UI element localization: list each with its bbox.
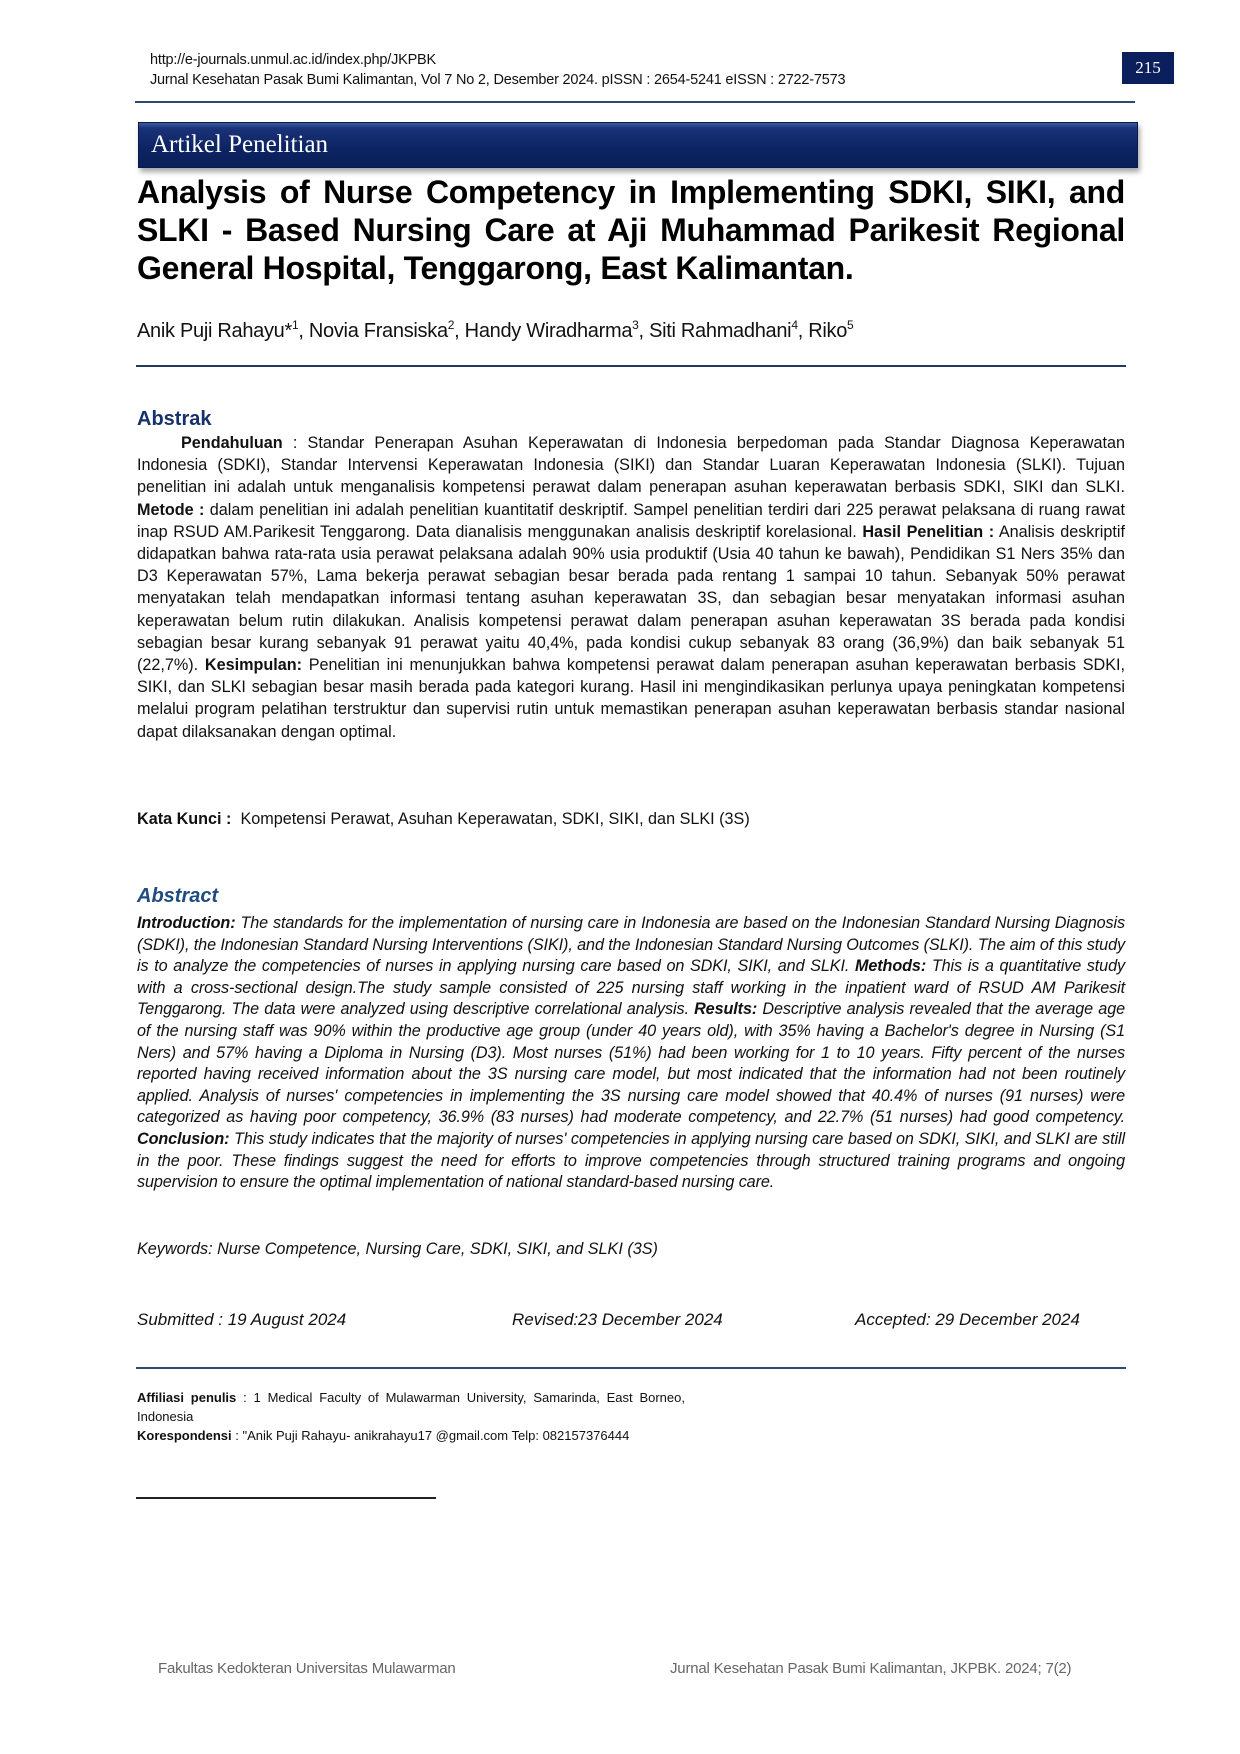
author-affiliation-mark: 3 — [632, 318, 639, 332]
author-affiliation-mark: 1 — [292, 318, 299, 332]
abstract-body — [137, 913, 1125, 1194]
methods-text: This is a quantitative study with a cross-sectional design.The study sample consisted of 225 nursing staff working in the inpatient ward of RSUD AM Parikesit Tenggarong. The data were analyzed using descriptive correlational analysis. — [137, 957, 1125, 1019]
author-affiliation-mark: 5 — [847, 318, 854, 332]
dates-divider — [136, 1367, 1126, 1369]
page-number-badge: 215 — [1122, 52, 1174, 84]
accepted-date: Accepted: 29 December 2024 — [855, 1310, 1080, 1329]
journal-url-link[interactable]: http://e-journals.unmul.ac.id/index.php/JKPBK — [150, 52, 436, 68]
author-name: Handy Wiradharma — [464, 320, 633, 342]
hasil-text: Analisis deskriptif didapatkan bahwa rata-rata usia perawat pelaksana adalah 90% usia produktif (Usia 40 tahun ke bawah), Pendidikan S1 Ners 35% dan D3 Keperawatan 57%, Lama bekerja perawat sebagian besar berada pada rentang 1 sampai 10 tahun. Sebanyak 50% perawat menyatakan telah mendapatkan informasi tentang asuhan keperawatan 3S, dan sebagian besar menyatakan informasi asuhan keperawatan belum rutin dilakukan. Analisis kompetensi perawat dalam penerapan asuhan keperawatan 3S berada pada kondisi sebagian besar kurang sebanyak 91 perawat yaitu 40,4%, pada kondisi cukup sebanyak 83 orang (36,9%) dan baik sebanyak 51 (22,7%). — [137, 522, 1125, 675]
correspondence-text: : "Anik Puji Rahayu- anikrahayu17 @gmail.com Telp: 082157376444 — [231, 1428, 630, 1443]
article-title: Analysis of Nurse Competency in Implementing SDKI, SIKI, and SLKI - Based Nursing Care at Aji Muhammad Parikesit Regional General Hospital, Tenggarong, East Kalimantan. — [137, 174, 1125, 286]
metode-label: Metode : — [137, 500, 205, 519]
kata-kunci — [137, 810, 750, 829]
article-category-banner — [138, 122, 1138, 168]
author-affiliation-mark: 4 — [791, 318, 798, 332]
author-list: Anik Puji Rahayu*$^1$, Novia Fransiska$^2$, Handy Wiradharma$^3$, Siti Rahmadhani$^4$, Riko$^5$ — [137, 318, 854, 342]
kesimpulan-label: Kesimpulan: — [204, 656, 303, 675]
kata-kunci-label: Kata Kunci : — [137, 810, 232, 828]
conclusion-label: Conclusion: — [137, 1129, 230, 1148]
methods-label: Methods: — [854, 957, 927, 976]
introduction-text: The standards for the implementation of nursing care in Indonesia are based on the Indonesian Standard Nursing Diagnosis (SDKI), the Indonesian Standard Nursing Interventions (SIKI), and the Indonesian Standard Nursing Outcomes (SLKI). The aim of this study is to analyze the competencies of nurses in applying nursing care based on SDKI, SIKI, and SLKI. — [137, 914, 1125, 976]
affiliation-label: Affiliasi penulis — [137, 1390, 237, 1405]
affiliation-text: : 1 Medical Faculty of Mulawarman University, Samarinda, East Borneo, Indonesia — [137, 1390, 685, 1424]
correspondence-label: Korespondensi — [137, 1428, 232, 1443]
journal-info: Jurnal Kesehatan Pasak Bumi Kalimantan, Vol 7 No 2, Desember 2024. pISSN : 2654-5241 eISSN : 2722-7573 — [150, 72, 846, 88]
affiliation-block — [137, 1388, 685, 1445]
footer-institution: Fakultas Kedokteran Universitas Mulawarman — [158, 1660, 456, 1677]
abstrak-heading: Abstrak — [137, 408, 212, 430]
running-header — [150, 50, 845, 90]
keywords: Keywords: Nurse Competence, Nursing Care, SDKI, SIKI, and SLKI (3S) — [137, 1240, 658, 1258]
abstrak-body — [137, 432, 1125, 743]
results-text: Descriptive analysis revealed that the average age of the nursing staff was 90% within the productive age group (under 40 years old), with 35% having a Bachelor's degree in Nursing (S1 Ners) and 57% having a Diploma in Nursing (D3). Most nurses (51%) had been working for 1 to 10 years. Fifty percent of the nurses reported having received information about the 3S nursing care model, but most indicated that the information had not been routinely applied. Analysis of nurses' competencies in implementing the 3S nursing care model showed that 40.4% of nurses (91 nurses) were categorized as having poor competency, 36.9% (83 nurses) had moderate competency, and 22.7% (51 nurses) had good competency. — [137, 1000, 1125, 1127]
affiliation — [137, 1388, 685, 1426]
abstract-heading: Abstract — [137, 885, 219, 907]
kesimpulan-text: Penelitian ini menunjukkan bahwa kompetensi perawat dalam penerapan asuhan keperawatan berbasis SDKI, SIKI, dan SLKI sebagian besar masih berada pada kategori kurang. Hasil ini mengindikasikan perlunya upaya peningkatan kompetensi melalui program pelatihan terstruktur dan supervisi rutin untuk memastikan penerapan asuhan keperawatan berbasis standar nasional dapat dilaksanakan dengan optimal. — [137, 656, 1125, 741]
pendahuluan-text: : Standar Penerapan Asuhan Keperawatan di Indonesia berpedoman pada Standar Diagnosa Keperawatan Indonesia (SDKI), Standar Intervensi Keperawatan Indonesia (SIKI) dan Standar Luaran Keperawatan Indonesia (SLKI). Tujuan penelitian ini adalah untuk menganalisis kompetensi perawat dalam penerapan asuhan keperawatan berbasis SDKI, SIKI dan SLKI. — [137, 434, 1125, 497]
author-name: Novia Fransiska — [308, 320, 448, 342]
pendahuluan-label: Pendahuluan — [181, 434, 283, 452]
article-category-label: Artikel Penelitian — [151, 131, 329, 158]
submitted-date: Submitted : 19 August 2024 — [137, 1310, 347, 1329]
header-divider — [135, 101, 1135, 103]
kata-kunci-text: Kompetensi Perawat, Asuhan Keperawatan, SDKI, SIKI, dan SLKI (3S) — [231, 810, 750, 828]
author-name: Riko — [808, 320, 848, 342]
hasil-label: Hasil Penelitian : — [862, 522, 995, 541]
footnote-divider — [136, 1497, 436, 1499]
author-name: Anik Puji Rahayu* — [137, 320, 292, 342]
author-affiliation-mark: 2 — [447, 318, 455, 332]
author-name: Siti Rahmadhani — [649, 320, 792, 342]
correspondence — [137, 1426, 685, 1445]
revised-date: Revised:23 December 2024 — [512, 1310, 723, 1329]
conclusion-text: This study indicates that the majority of nurses' competencies in applying nursing care based on SDKI, SIKI, and SLKI are still in the poor. These findings suggest the need for efforts to improve competencies through structured training programs and ongoing supervision to ensure the optimal implementation of national standard-based nursing care. — [137, 1129, 1125, 1192]
metode-text: dalam penelitian ini adalah penelitian kuantitatif deskriptif. Sampel penelitian terdiri dari 225 perawat pelaksana di ruang rawat inap RSUD AM.Parikesit Tenggarong. Data dianalisis menggunakan analisis deskriptif korelasional. — [137, 500, 1126, 541]
results-label: Results: — [694, 1000, 758, 1019]
introduction-label: Introduction: — [137, 914, 236, 932]
author-divider — [136, 365, 1126, 367]
footer-citation: Jurnal Kesehatan Pasak Bumi Kalimantan, JKPBK. 2024; 7(2) — [670, 1660, 1072, 1677]
